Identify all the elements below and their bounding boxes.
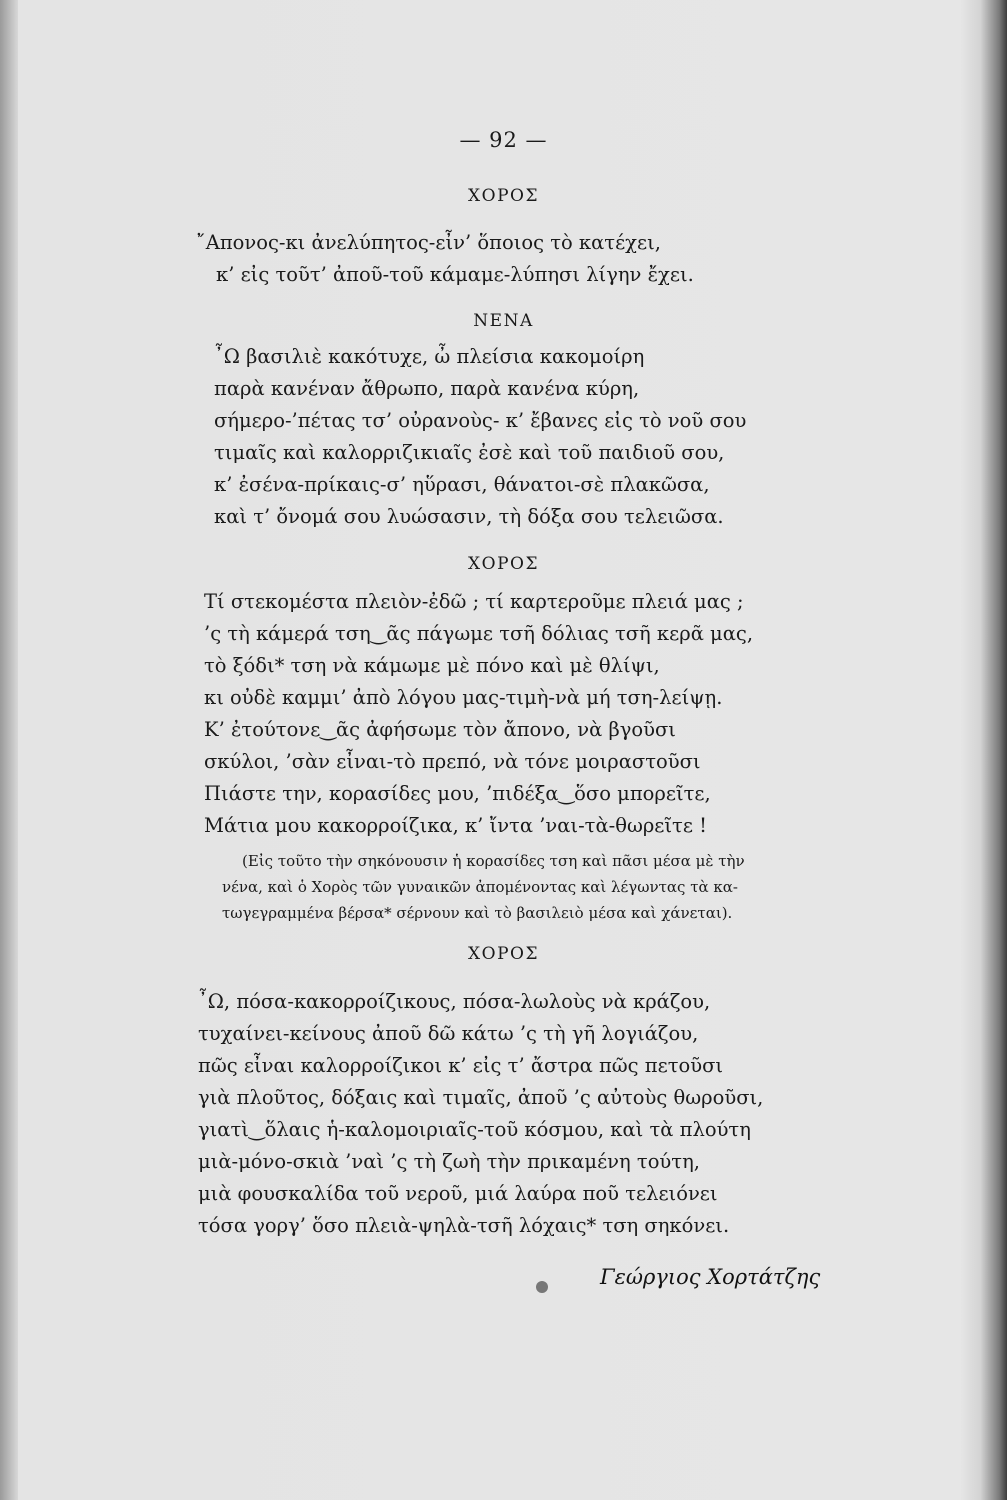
speaker-heading: ΧΟΡΟΣ	[468, 944, 539, 964]
verse-line: τὸ ξόδι* τση νὰ κάμωμε μὲ πόνο καὶ μὲ θλίψι,	[204, 654, 660, 677]
verse-line: Τί στεκομέστα πλειὸν-ἐδῶ ; τί καρτεροῦμε πλειά μας ;	[204, 590, 744, 613]
verse-line: ῏Ω, πόσα-κακορροίζικους, πόσα-λωλοὺς νὰ κράζου,	[198, 990, 711, 1013]
verse-line: τυχαίνει-κείνους ἀποῦ δῶ κάτω ’ς τὴ γῆ λογιάζου,	[198, 1022, 699, 1045]
speaker-heading: ΧΟΡΟΣ	[468, 554, 539, 574]
stanza	[214, 341, 746, 533]
verse-line: μιὰ φουσκαλίδα τοῦ νεροῦ, μιά λαύρα ποῦ τελειόνει	[198, 1182, 718, 1205]
verse-line: ῏Ω βασιλιὲ κακότυχε, ὦ πλείσια κακομοίρη	[214, 345, 645, 368]
stanza	[196, 227, 694, 291]
verse-line: γιατὶ‿ὅλαις ἡ-καλομοιριαῖς-τοῦ κόσμου, καὶ τὰ πλούτη	[198, 1118, 751, 1141]
verse-line: μιὰ-μόνο-σκιὰ ’ναὶ ’ς τὴ ζωὴ τὴν πρικαμένη τούτη,	[198, 1150, 700, 1173]
verse-line: σήμερο-’πέτας τσ’ οὐρανοὺς- κ’ ἔβανες εἰς τὸ νοῦ σου	[214, 409, 747, 432]
stage-direction	[222, 848, 902, 926]
page-left-edge	[0, 0, 18, 1500]
speaker-heading: ΝΕΝΑ	[473, 311, 534, 331]
stanza	[198, 986, 763, 1242]
verse-line: καὶ τ’ ὄνομά σου λυώσασιν, τὴ δόξα σου τελειῶσα.	[214, 505, 724, 528]
stage-direction-line: τωγεγραμμένα βέρσα* σέρνουν καὶ τὸ βασιλειὸ μέσα καὶ χάνεται).	[222, 904, 733, 922]
speaker-heading: ΧΟΡΟΣ	[468, 186, 539, 206]
verse-line: κ’ ἐσένα-πρίκαις-σ’ ηὕρασι, θάνατοι-σὲ πλακῶσα,	[214, 473, 710, 496]
page-number: — 92 —	[459, 128, 548, 152]
verse-line: τιμαῖς καὶ καλορριζικιαῖς ἐσὲ καὶ τοῦ παιδιοῦ σου,	[214, 441, 725, 464]
page-right-edge	[981, 0, 1007, 1500]
verse-line: πῶς εἶναι καλορροίζικοι κ’ εἰς τ’ ἄστρα πῶς πετοῦσι	[198, 1054, 724, 1077]
verse-line: σκύλοι, ’σὰν εἶναι-τὸ πρεπό, νὰ τόνε μοιραστοῦσι	[204, 750, 701, 773]
stage-direction-line: νένα, καὶ ὁ Χορὸς τῶν γυναικῶν ἀπομένοντας καὶ λέγωντας τὰ κα-	[222, 878, 738, 896]
verse-line: παρὰ κανέναν ἄθρωπο, παρὰ κανένα κύρη,	[214, 377, 640, 400]
ink-spot	[536, 1281, 548, 1293]
verse-line: κι οὐδὲ καμμι’ ἀπὸ λόγου μας-τιμὴ-νὰ μή τση-λείψῃ.	[204, 686, 723, 709]
verse-line: Πιάστε την, κορασίδες μου, ’πιδέξα‿ὅσο μπορεῖτε,	[204, 782, 711, 805]
author-signature: Γεώργιος Χορτάτζης	[600, 1265, 821, 1289]
verse-line: ῎Απονος-κι ἀνελύπητος-εἶν’ ὅποιος τὸ κατέχει,	[196, 231, 661, 254]
verse-line: ’ς τὴ κάμερά τση‿ᾶς πάγωμε τσῆ δόλιας τσῆ κερᾶ μας,	[204, 622, 754, 645]
verse-line: κ’ εἰς τοῦτ’ ἀποῦ-τοῦ κάμαμε-λύπησι λίγην ἔχει.	[216, 263, 694, 286]
verse-line: τόσα γοργ’ ὅσο πλειὰ-ψηλὰ-τσῆ λόχαις* τση σηκόνει.	[198, 1214, 730, 1237]
stanza	[204, 586, 753, 842]
stage-direction-line: (Εἰς τοῦτο τὴν σηκόνουσιν ἡ κορασίδες τση καὶ πᾶσι μέσα μὲ τὴν	[242, 852, 745, 870]
verse-line: γιὰ πλοῦτος, δόξαις καὶ τιμαῖς, ἀποῦ ’ς αὐτοὺς θωροῦσι,	[198, 1086, 764, 1109]
verse-line: Κ’ ἐτούτονε‿ᾶς ἀφήσωμε τὸν ἄπονο, νὰ βγοῦσι	[204, 718, 676, 741]
verse-line: Μάτια μου κακορροίζικα, κ’ ἴντα ’ναι-τὰ-θωρεῖτε !	[204, 814, 707, 837]
